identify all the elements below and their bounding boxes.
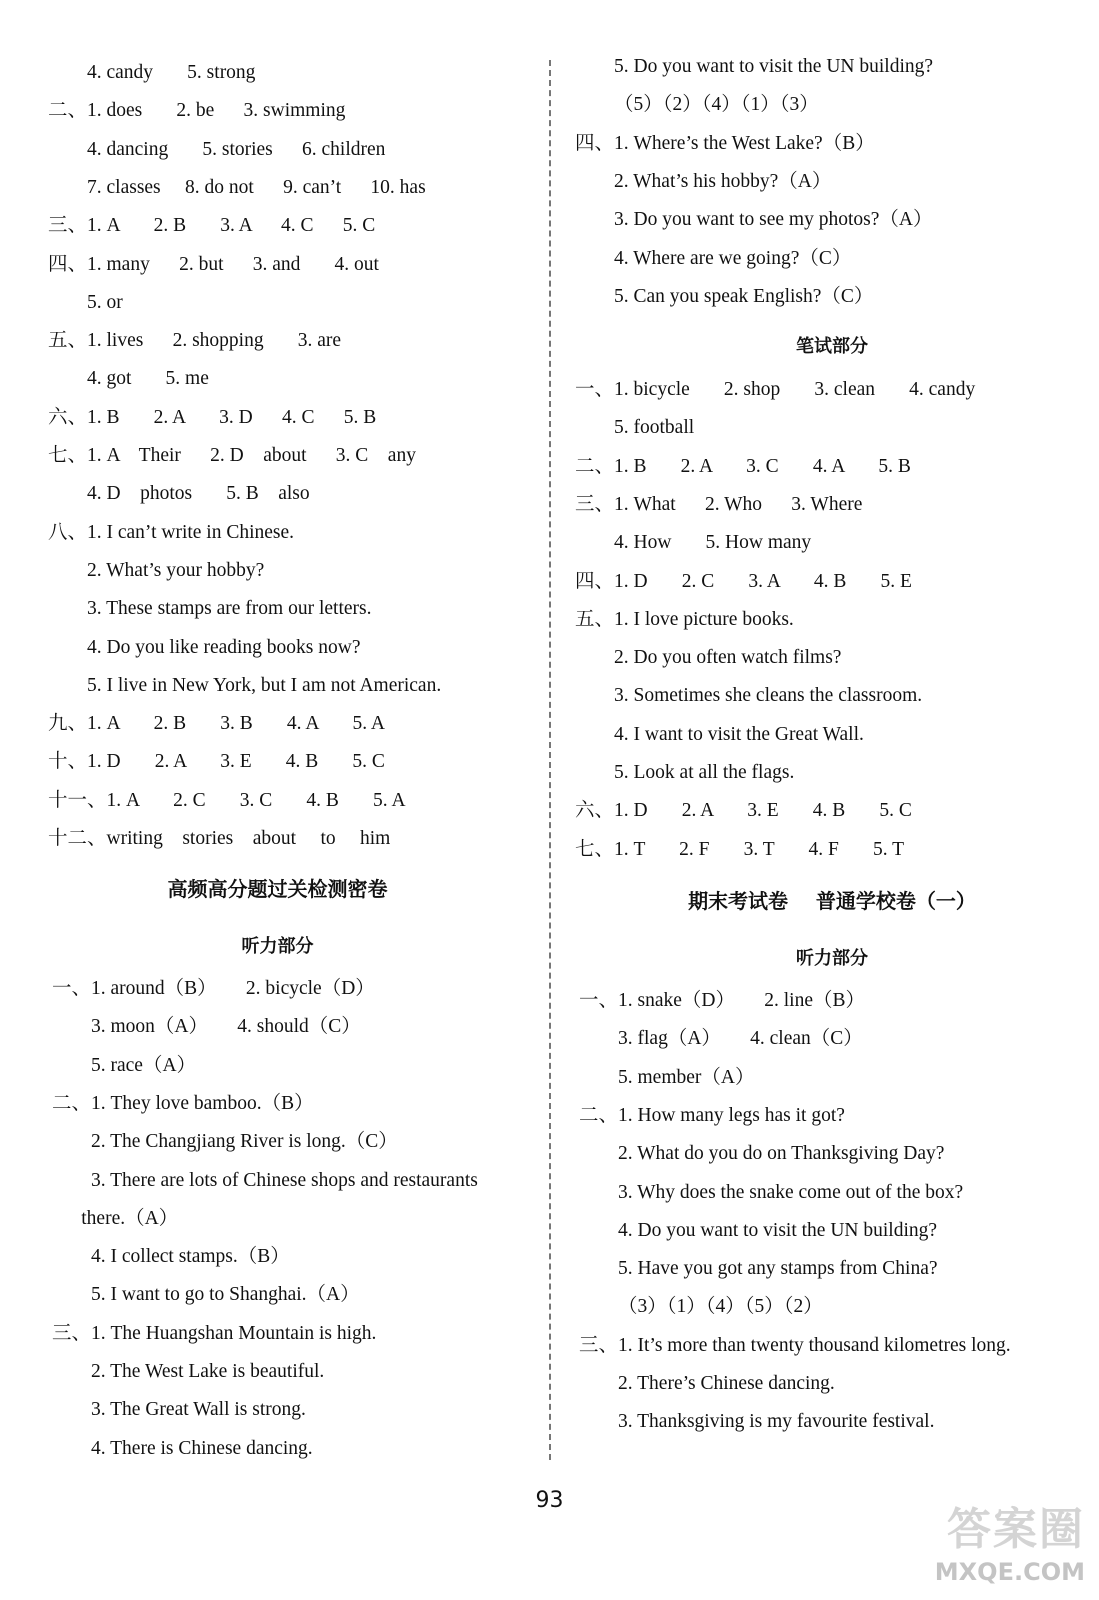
- answer-line: 四、1. D 2. C 3. A 4. B 5. E: [575, 570, 912, 592]
- answer-line: 二、1. They love bamboo.（B）: [52, 1092, 314, 1114]
- answer-line: 3. flag（A） 4. clean（C）: [579, 1028, 863, 1050]
- answer-line: 5. Can you speak English?（C）: [575, 285, 874, 307]
- answer-line: 八、1. I can’t write in Chinese.: [48, 521, 295, 543]
- answer-line: 一、1. around（B） 2. bicycle（D）: [52, 978, 375, 999]
- answer-line: 四、1. many 2. but 3. and 4. out: [48, 253, 379, 275]
- answer-line: 六、1. B 2. A 3. D 4. C 5. B: [48, 406, 377, 428]
- answer-line: 七、1. T 2. F 3. T 4. F 5. T: [575, 838, 905, 860]
- answer-line: 7. classes 8. do not 9. can’t 10. has: [48, 176, 426, 198]
- section-title-final-exam: 期末考试卷 普通学校卷（一）: [688, 889, 976, 913]
- answer-line: 5. Have you got any stamps from China?: [579, 1258, 938, 1280]
- section-title-high-frequency: 高频高分题过关检测密卷: [167, 877, 388, 901]
- answer-line: 一、1. bicycle 2. shop 3. clean 4. candy: [575, 379, 976, 400]
- answer-line: 二、1. B 2. A 3. C 4. A 5. B: [575, 455, 911, 477]
- answer-line: 十一、1. A 2. C 3. C 4. B 5. A: [48, 789, 406, 811]
- watermark-site: MXQE.COM: [934, 1558, 1085, 1586]
- answer-line: 2. What do you do on Thanksgiving Day?: [579, 1143, 945, 1165]
- page-number: 93: [535, 1488, 564, 1513]
- answer-line: 5. member（A）: [579, 1066, 755, 1088]
- answer-line: （3）（1）（4）（5）（2）: [579, 1296, 823, 1318]
- column-divider: [549, 60, 551, 1460]
- answer-line: 5. I want to go to Shanghai.（A）: [52, 1284, 360, 1306]
- answer-line: 3. There are lots of Chinese shops and restaurants: [52, 1169, 478, 1191]
- answer-line: 3. Do you want to see my photos?（A）: [575, 209, 933, 231]
- answer-line: 一、1. snake（D） 2. line（B）: [579, 990, 865, 1011]
- answer-line: 4. D photos 5. B also: [48, 483, 310, 505]
- answer-line: 3. Thanksgiving is my favourite festival.: [579, 1411, 935, 1433]
- section-subtitle-listening-2: 听力部分: [796, 948, 868, 969]
- answer-line: 5. Do you want to visit the UN building?: [575, 56, 934, 77]
- answer-line: 5. or: [48, 291, 123, 313]
- answer-line: （5）（2）（4）（1）（3）: [575, 94, 819, 116]
- answer-line: 3. moon（A） 4. should（C）: [52, 1016, 361, 1038]
- answer-line: 4. Do you like reading books now?: [48, 636, 361, 658]
- answer-line: 2. What’s his hobby?（A）: [575, 170, 832, 192]
- answer-line: 4. I collect stamps.（B）: [52, 1246, 290, 1268]
- section-subtitle-written: 笔试部分: [796, 336, 868, 357]
- answer-line: 4. dancing 5. stories 6. children: [48, 138, 386, 160]
- answer-line: 5. football: [575, 417, 695, 439]
- answer-line: 二、1. How many legs has it got?: [579, 1104, 845, 1126]
- answer-line: 3. The Great Wall is strong.: [52, 1399, 306, 1421]
- section-subtitle-listening: 听力部分: [241, 936, 314, 957]
- watermark-logo: [905, 1502, 1085, 1594]
- watermark-logo-text: 答案圈: [947, 1504, 1085, 1555]
- answer-line: 3. These stamps are from our letters.: [48, 598, 372, 620]
- answer-line: 三、1. A 2. B 3. A 4. C 5. C: [48, 215, 376, 237]
- answer-line: 4. How 5. How many: [575, 532, 812, 554]
- answer-line: 4. candy 5. strong: [48, 62, 256, 83]
- answer-line: 5. I live in New York, but I am not American.: [48, 674, 442, 696]
- answer-line: 5. Look at all the flags.: [575, 762, 795, 783]
- answer-line: 3. Why does the snake come out of the box?: [579, 1181, 964, 1203]
- answer-line: 十、1. D 2. A 3. E 4. B 5. C: [48, 751, 385, 773]
- answer-line: 3. Sometimes she cleans the classroom.: [575, 685, 923, 707]
- answer-line: 三、1. It’s more than twenty thousand kilometres long.: [579, 1334, 1011, 1356]
- answer-line: 三、1. What 2. Who 3. Where: [575, 493, 863, 515]
- answer-line: 4. I want to visit the Great Wall.: [575, 723, 864, 745]
- answer-line: there.（A）: [52, 1207, 179, 1229]
- answer-line: 六、1. D 2. A 3. E 4. B 5. C: [575, 800, 912, 822]
- answer-line: 三、1. The Huangshan Mountain is high.: [52, 1322, 377, 1344]
- answer-line: 五、1. I love picture books.: [575, 608, 794, 630]
- answer-line: 4. got 5. me: [48, 368, 209, 390]
- answer-line: 2. There’s Chinese dancing.: [579, 1373, 835, 1394]
- answer-line: 十二、writing stories about to him: [48, 828, 391, 849]
- answer-line: 4. Where are we going?（C）: [575, 247, 852, 269]
- answer-line: 2. The West Lake is beautiful.: [52, 1361, 325, 1382]
- answer-line: 九、1. A 2. B 3. B 4. A 5. A: [48, 713, 385, 735]
- answer-line: 2. Do you often watch films?: [575, 647, 842, 669]
- answer-line: 4. There is Chinese dancing.: [52, 1437, 313, 1459]
- answer-line: 5. race（A）: [52, 1054, 197, 1076]
- answer-line: 2. The Changjiang River is long.（C）: [52, 1131, 398, 1153]
- answer-line: 四、1. Where’s the West Lake?（B）: [575, 132, 875, 154]
- answer-line: 4. Do you want to visit the UN building?: [579, 1219, 938, 1241]
- answer-line: 五、1. lives 2. shopping 3. are: [48, 330, 342, 352]
- answer-line: 二、1. does 2. be 3. swimming: [48, 100, 346, 122]
- answer-line: 七、1. A Their 2. D about 3. C any: [48, 445, 416, 466]
- answer-line: 2. What’s your hobby?: [48, 559, 265, 581]
